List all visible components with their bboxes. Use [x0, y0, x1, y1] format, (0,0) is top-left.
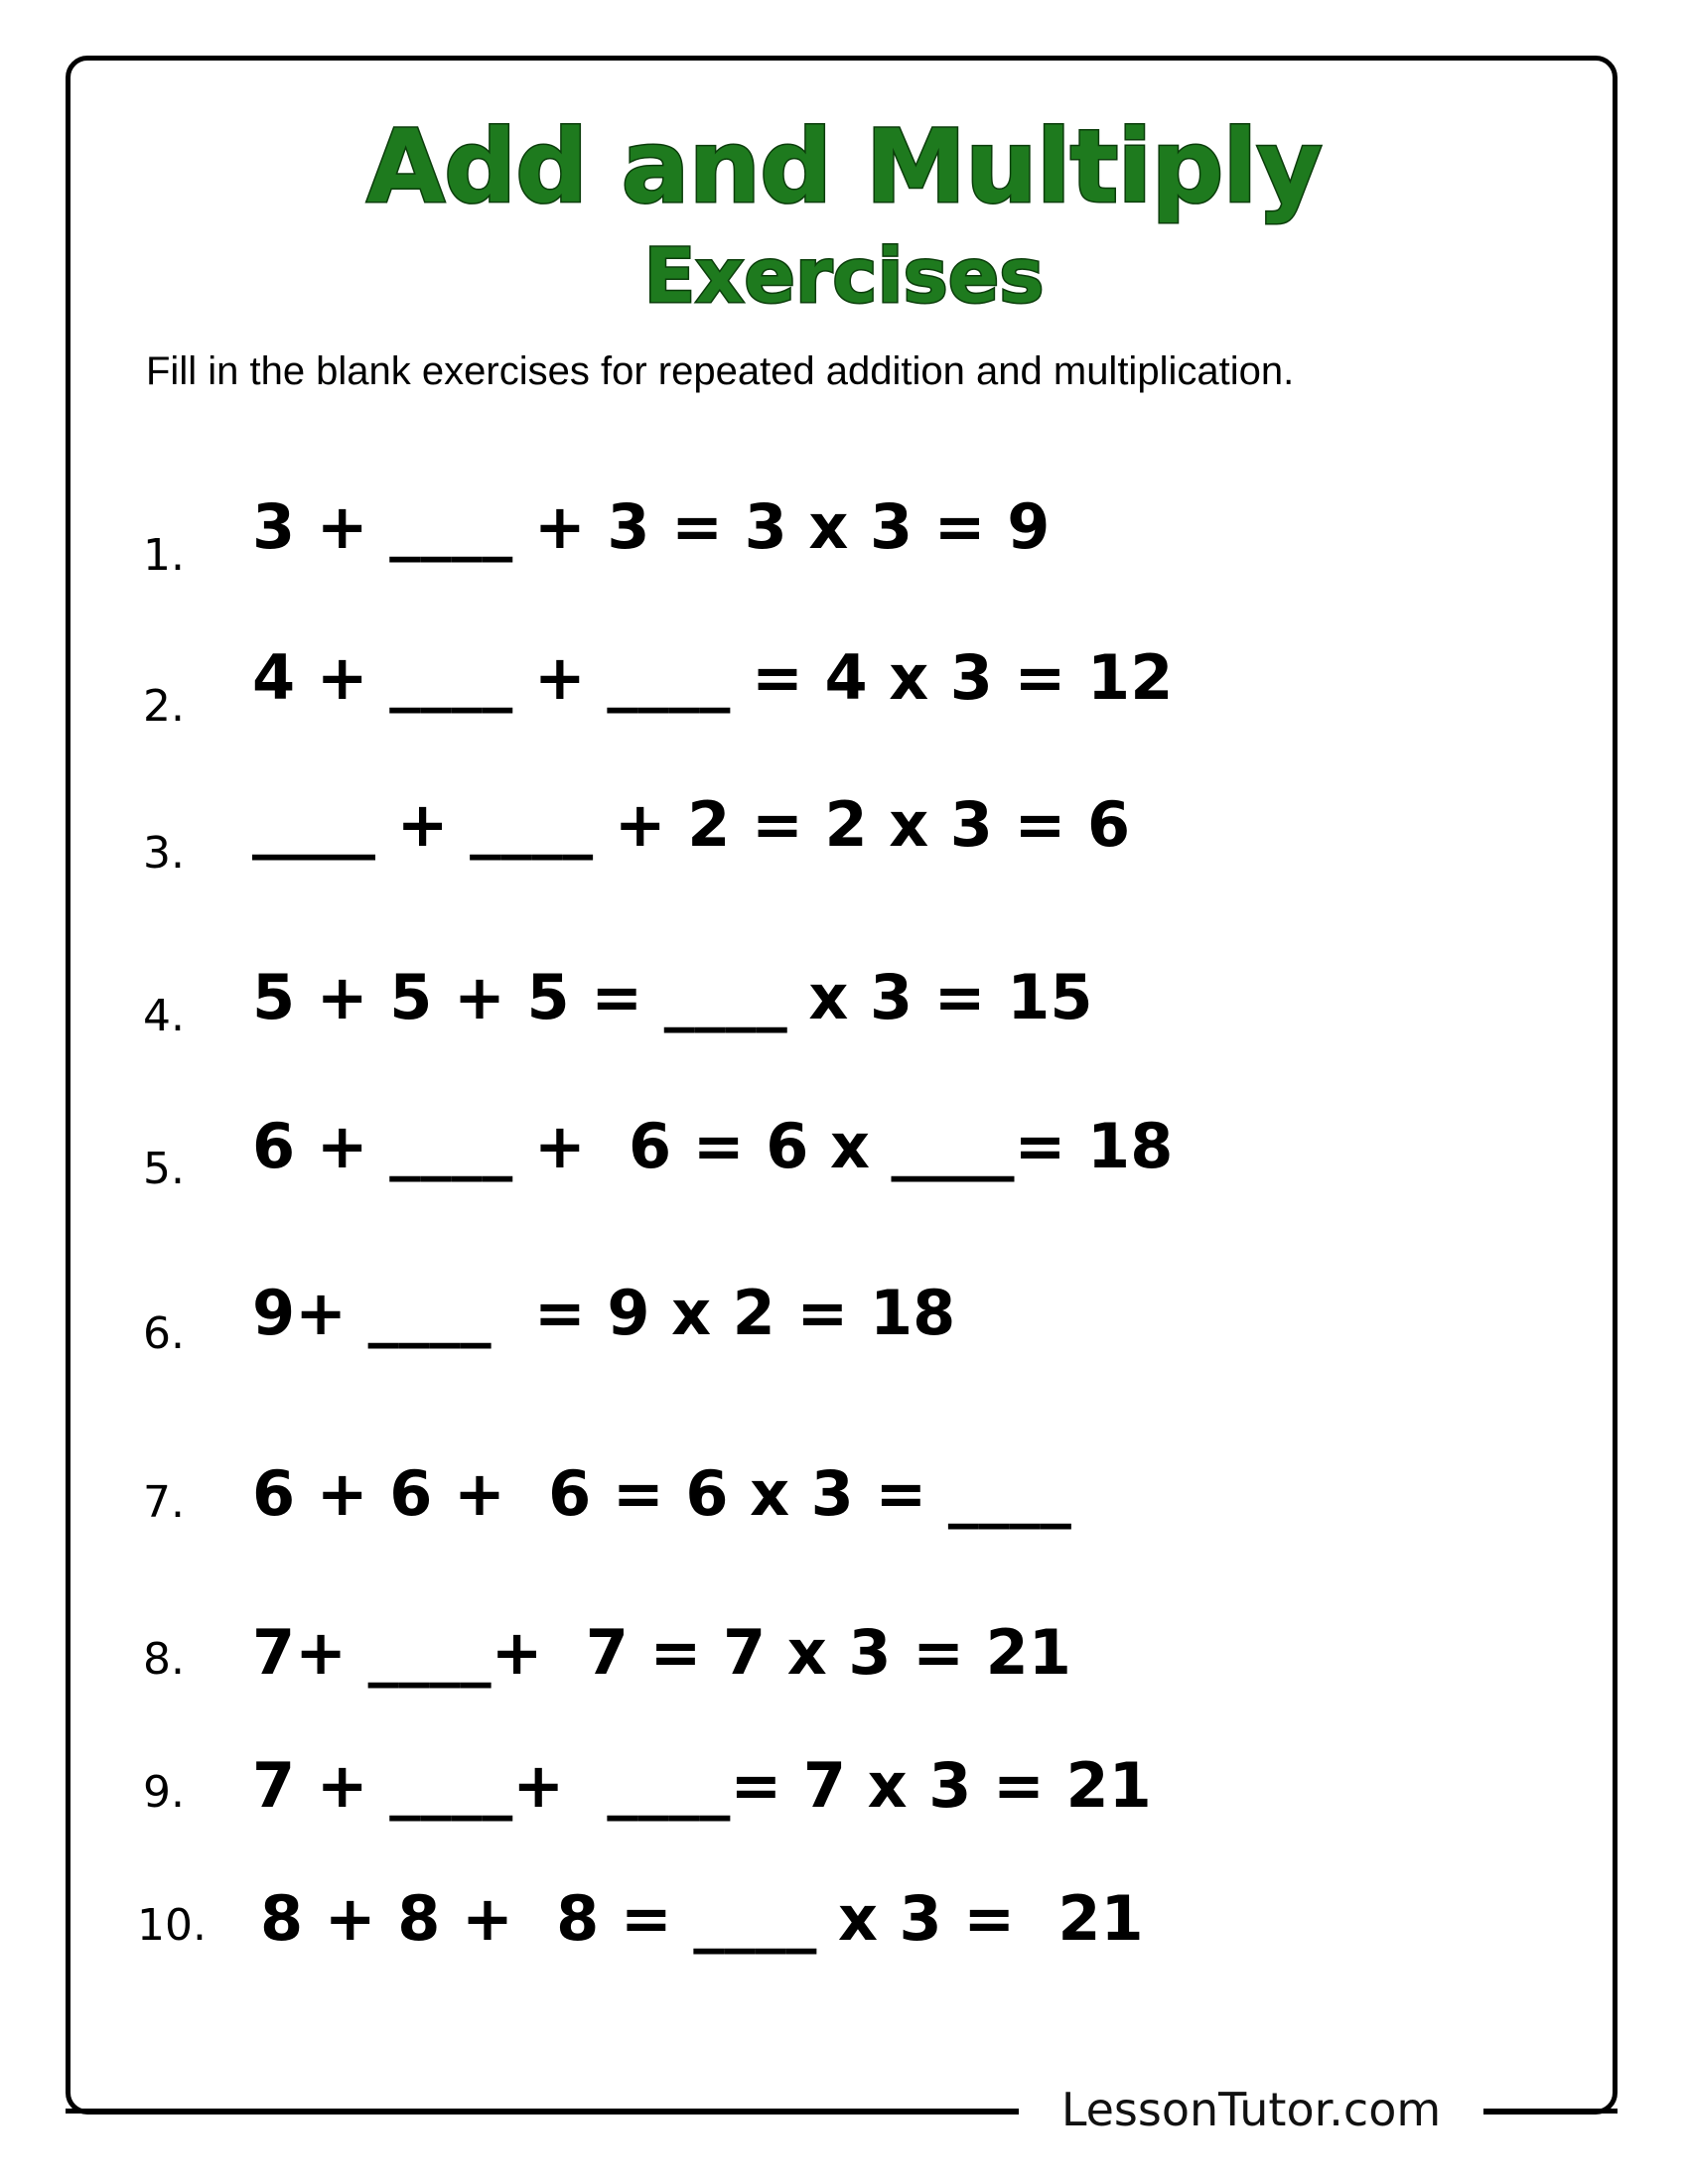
- problem-number: 10.: [137, 1900, 207, 1951]
- problem-equation: 5 + 5 + 5 = ____ x 3 = 15: [252, 961, 1093, 1033]
- problem-number: 9.: [143, 1767, 185, 1818]
- problem-number: 4.: [143, 991, 185, 1041]
- problem-equation: 6 + 6 + 6 = 6 x 3 = ____: [252, 1457, 1071, 1530]
- problem-10: [0, 1882, 1688, 1968]
- problem-1: [0, 490, 1688, 581]
- footer-divider-right: [1483, 2109, 1618, 2114]
- problem-equation: 6 + ____ + 6 = 6 x ____= 18: [252, 1110, 1174, 1182]
- problem-equation: 4 + ____ + ____ = 4 x 3 = 12: [252, 641, 1174, 714]
- problem-number: 2.: [143, 681, 185, 732]
- problem-equation: 3 + ____ + 3 = 3 x 3 = 9: [252, 490, 1051, 563]
- problem-9: [0, 1749, 1688, 1835]
- problem-3: [0, 788, 1688, 879]
- problem-number: 3.: [143, 828, 185, 879]
- problem-7: [0, 1457, 1688, 1543]
- problem-equation: 7+ ____+ 7 = 7 x 3 = 21: [252, 1616, 1071, 1689]
- problem-8: [0, 1616, 1688, 1702]
- footer-divider-left: [66, 2109, 1019, 2114]
- problem-number: 6.: [143, 1308, 185, 1359]
- problem-number: 7.: [143, 1477, 185, 1528]
- problem-number: 5.: [143, 1144, 185, 1194]
- problem-equation: 7 + ____+ ____= 7 x 3 = 21: [252, 1749, 1152, 1822]
- worksheet-title: Add and Multiply: [366, 108, 1322, 226]
- problem-number: 8.: [143, 1634, 185, 1685]
- problem-4: [0, 961, 1688, 1046]
- problem-equation: 9+ ____ = 9 x 2 = 18: [252, 1277, 956, 1349]
- problem-2: [0, 641, 1688, 732]
- problem-number: 1.: [143, 530, 185, 581]
- problem-6: [0, 1277, 1688, 1362]
- problem-5: [0, 1110, 1688, 1195]
- problem-equation: ____ + ____ + 2 = 2 x 3 = 6: [252, 788, 1131, 861]
- problem-equation: 8 + 8 + 8 = ____ x 3 = 21: [260, 1882, 1144, 1955]
- footer-site-name: LessonTutor.com: [1019, 2085, 1483, 2134]
- worksheet-subtitle: Exercises: [643, 231, 1045, 320]
- instructions-text: Fill in the blank exercises for repeated addition and multiplication.: [146, 349, 1295, 393]
